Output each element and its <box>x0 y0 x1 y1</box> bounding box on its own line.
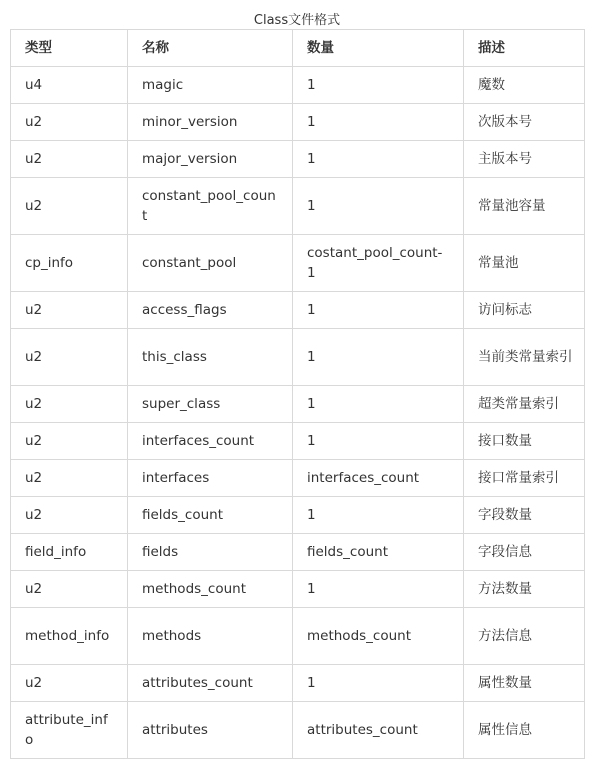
cell-count: costant_pool_count-1 <box>293 235 464 292</box>
cell-count: interfaces_count <box>293 460 464 497</box>
cell-type: u2 <box>11 665 128 702</box>
cell-count: 1 <box>293 141 464 178</box>
cell-name: this_class <box>128 329 293 386</box>
table-row <box>11 665 585 702</box>
cell-type: u2 <box>11 460 128 497</box>
table-row <box>11 423 585 460</box>
table-row <box>11 104 585 141</box>
header-type: 类型 <box>11 30 128 67</box>
cell-description: 超类常量索引 <box>464 386 585 423</box>
cell-name: fields <box>128 534 293 571</box>
cell-description: 接口常量索引 <box>464 460 585 497</box>
table-row <box>11 571 585 608</box>
cell-count: 1 <box>293 386 464 423</box>
header-row <box>11 30 585 67</box>
cell-count: 1 <box>293 104 464 141</box>
class-file-format-table <box>10 29 585 759</box>
cell-name: constant_pool <box>128 235 293 292</box>
cell-name: minor_version <box>128 104 293 141</box>
cell-count: fields_count <box>293 534 464 571</box>
table-row <box>11 386 585 423</box>
cell-description: 常量池 <box>464 235 585 292</box>
table-row <box>11 460 585 497</box>
table-row <box>11 608 585 665</box>
cell-type: field_info <box>11 534 128 571</box>
cell-type: u2 <box>11 104 128 141</box>
cell-count: 1 <box>293 665 464 702</box>
cell-description: 当前类常量索引 <box>464 329 585 386</box>
cell-description: 字段数量 <box>464 497 585 534</box>
header-description: 描述 <box>464 30 585 67</box>
cell-description: 魔数 <box>464 67 585 104</box>
cell-name: methods <box>128 608 293 665</box>
cell-description: 访问标志 <box>464 292 585 329</box>
cell-type: u2 <box>11 386 128 423</box>
cell-type: u2 <box>11 497 128 534</box>
cell-name: methods_count <box>128 571 293 608</box>
cell-name: interfaces <box>128 460 293 497</box>
cell-count: 1 <box>293 292 464 329</box>
cell-name: interfaces_count <box>128 423 293 460</box>
cell-count: 1 <box>293 423 464 460</box>
cell-type: method_info <box>11 608 128 665</box>
cell-description: 主版本号 <box>464 141 585 178</box>
cell-description: 接口数量 <box>464 423 585 460</box>
cell-type: u2 <box>11 329 128 386</box>
cell-count: 1 <box>293 178 464 235</box>
cell-description: 常量池容量 <box>464 178 585 235</box>
cell-count: methods_count <box>293 608 464 665</box>
header-name: 名称 <box>128 30 293 67</box>
cell-name: constant_pool_count <box>128 178 293 235</box>
cell-count: attributes_count <box>293 702 464 759</box>
cell-name: attributes <box>128 702 293 759</box>
cell-name: access_flags <box>128 292 293 329</box>
cell-name: magic <box>128 67 293 104</box>
cell-description: 属性数量 <box>464 665 585 702</box>
table-row <box>11 178 585 235</box>
cell-type: u4 <box>11 67 128 104</box>
cell-type: cp_info <box>11 235 128 292</box>
table-row <box>11 329 585 386</box>
cell-name: attributes_count <box>128 665 293 702</box>
table-row <box>11 235 585 292</box>
cell-count: 1 <box>293 571 464 608</box>
cell-description: 属性信息 <box>464 702 585 759</box>
table-caption: Class文件格式 <box>253 13 341 28</box>
cell-type: attribute_info <box>11 702 128 759</box>
table-row <box>11 534 585 571</box>
header-count: 数量 <box>293 30 464 67</box>
cell-name: major_version <box>128 141 293 178</box>
table-row <box>11 67 585 104</box>
table-row <box>11 497 585 534</box>
cell-type: u2 <box>11 292 128 329</box>
cell-description: 方法信息 <box>464 608 585 665</box>
cell-count: 1 <box>293 497 464 534</box>
cell-name: fields_count <box>128 497 293 534</box>
table-row <box>11 292 585 329</box>
cell-count: 1 <box>293 67 464 104</box>
cell-type: u2 <box>11 423 128 460</box>
cell-type: u2 <box>11 141 128 178</box>
cell-type: u2 <box>11 178 128 235</box>
cell-description: 方法数量 <box>464 571 585 608</box>
cell-description: 字段信息 <box>464 534 585 571</box>
table-row <box>11 141 585 178</box>
table-row <box>11 702 585 759</box>
cell-type: u2 <box>11 571 128 608</box>
cell-count: 1 <box>293 329 464 386</box>
cell-description: 次版本号 <box>464 104 585 141</box>
cell-name: super_class <box>128 386 293 423</box>
